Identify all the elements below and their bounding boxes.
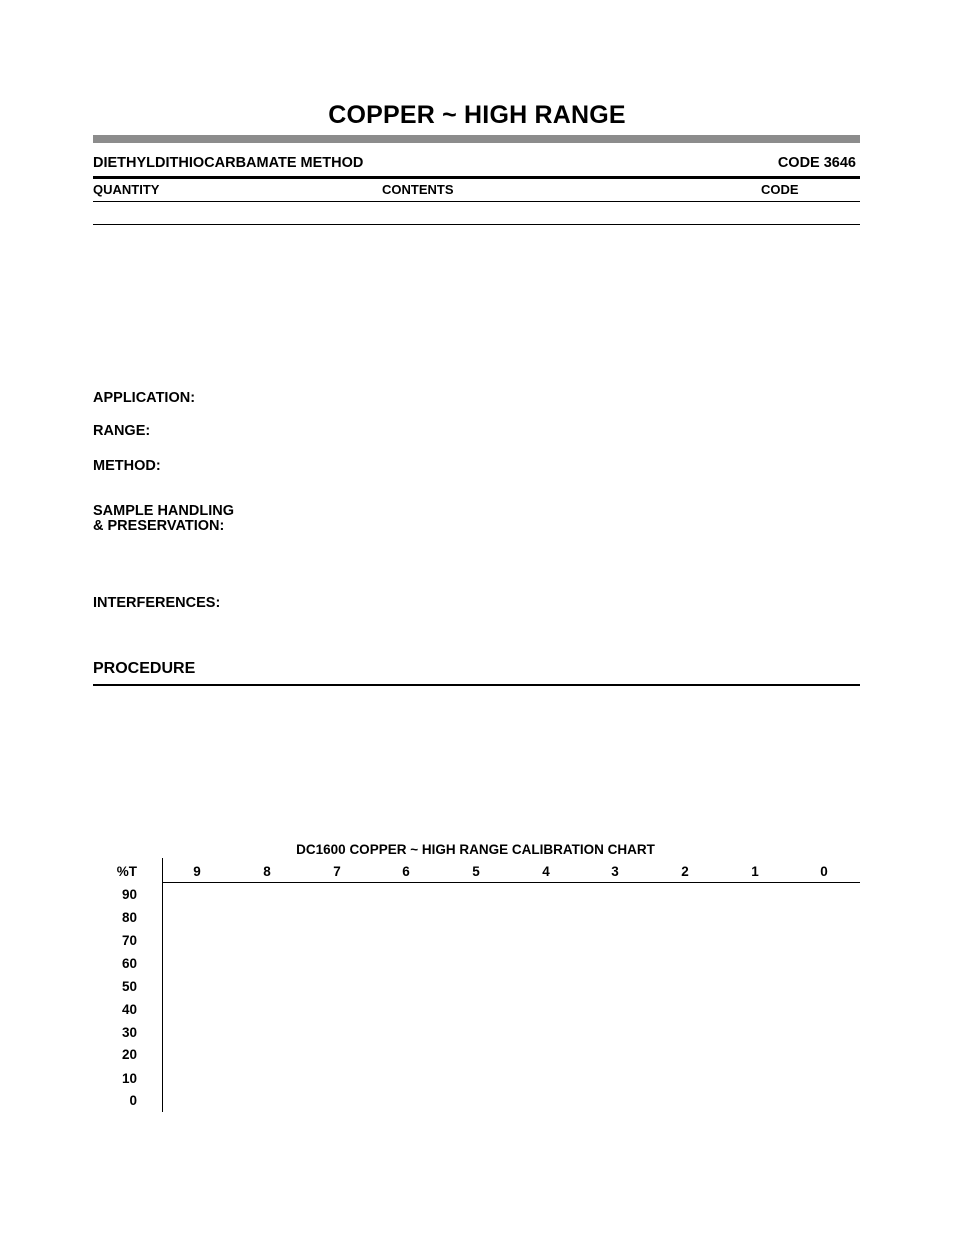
sample-handling-label [93, 504, 234, 534]
title-divider-bar [93, 135, 860, 143]
chart-row-header: 20 [121, 1047, 137, 1062]
table-bottom-rule [93, 224, 860, 225]
page-title: COPPER ~ HIGH RANGE [328, 101, 626, 129]
chart-horizontal-rule [162, 882, 860, 883]
chart-row-header: 40 [121, 1002, 137, 1017]
header-rule [93, 176, 860, 179]
chart-row-header: 10 [121, 1071, 137, 1086]
contents-column-header: CONTENTS [382, 182, 454, 197]
code-column-header: CODE [761, 182, 799, 197]
percent-t-header: %T [116, 864, 137, 879]
calibration-chart-title: DC1600 COPPER ~ HIGH RANGE CALIBRATION CHART [296, 842, 655, 857]
chart-row-header: 60 [121, 956, 137, 971]
procedure-heading: PROCEDURE [93, 660, 196, 677]
chart-row-header: 90 [121, 887, 137, 902]
chart-column-header: 3 [611, 864, 619, 879]
method-name: DIETHYLDITHIOCARBAMATE METHOD [93, 155, 364, 171]
sample-handling-line-1: SAMPLE HANDLING [93, 503, 234, 519]
range-label: RANGE: [93, 423, 151, 439]
chart-vertical-rule [162, 858, 163, 1112]
sample-handling-line-2: & PRESERVATION: [93, 518, 225, 534]
method-label: METHOD: [93, 458, 161, 474]
chart-row-header: 50 [121, 979, 137, 994]
chart-column-header: 2 [681, 864, 689, 879]
quantity-column-header: QUANTITY [93, 182, 160, 197]
chart-column-header: 1 [751, 864, 759, 879]
interferences-label: INTERFERENCES: [93, 595, 221, 611]
chart-row-header: 30 [121, 1025, 137, 1040]
procedure-rule [93, 684, 860, 686]
chart-row-header: 70 [121, 933, 137, 948]
chart-row-header: 80 [121, 910, 137, 925]
chart-column-header: 7 [333, 864, 341, 879]
chart-column-header: 9 [193, 864, 201, 879]
product-code: CODE 3646 [777, 155, 856, 171]
chart-column-header: 6 [402, 864, 410, 879]
table-header-rule [93, 201, 860, 202]
chart-column-header: 4 [542, 864, 550, 879]
chart-column-header: 8 [263, 864, 271, 879]
chart-column-header: 5 [472, 864, 480, 879]
application-label: APPLICATION: [93, 390, 196, 406]
chart-row-header: 0 [129, 1093, 137, 1108]
chart-column-header: 0 [820, 864, 828, 879]
